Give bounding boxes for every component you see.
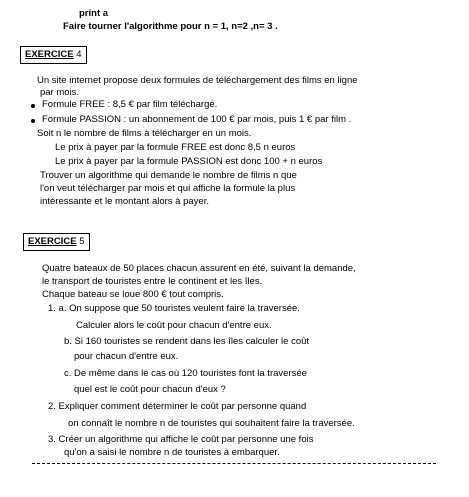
ex5-line: 3. Créer un algorithme qui affiche le coût par personne une fois [48, 434, 314, 445]
ex5-line: 1. a. On suppose que 50 touristes veulent faire la traversée. [48, 303, 300, 314]
ex5-line: c. De même dans le cas où 120 touristes font la traversée [64, 368, 307, 379]
ex4-line: l'on veut télécharger par mois et qui affiche la formule la plus [40, 183, 296, 194]
ex5-line: b. Si 160 touristes se rendent dans les îles calculer le coût [64, 336, 310, 347]
exercise-4-heading [20, 46, 87, 64]
ex4-line: Le prix à payer par la formule FREE est donc 8,5 n euros [55, 142, 296, 153]
bullet-icon [31, 119, 35, 123]
ex5-line: pour chacun d'entre eux. [74, 351, 179, 362]
ex4-line: Formule PASSION : un abonnement de 100 € par mois, puis 1 € par film . [42, 114, 352, 125]
ex4-line: Soit n le nombre de films à télécharger en un mois. [37, 128, 252, 139]
exercise-5-heading-number: 5 [76, 236, 85, 247]
ex5-line: on connaît le nombre n de touristes qui souhaitent faire la traversée. [68, 418, 355, 429]
exercise-4-heading-number: 4 [73, 49, 82, 60]
dashed-separator [32, 463, 436, 464]
ex5-line: Chaque bateau se loue 800 € tout compris. [42, 289, 224, 300]
exercise-5-heading [23, 233, 90, 251]
ex5-line: Calculer alors le coût pour chacun d'entre eux. [76, 320, 272, 331]
ex4-line: intéressante et le montant alors à payer. [40, 196, 209, 207]
code-line-print: print a [79, 8, 109, 19]
ex4-line: Trouver un algorithme qui demande le nombre de films n que [40, 170, 297, 181]
exercise-5-heading-word: EXERCICE [28, 236, 77, 247]
ex4-line: Un site internet propose deux formules de téléchargement des films en ligne [37, 75, 358, 86]
instruction-line: Faire tourner l'algorithme pour n = 1, n=2 ,n= 3 . [63, 21, 278, 32]
ex5-line: le transport de touristes entre le continent et les îles. [42, 276, 263, 287]
ex4-line: par mois. [40, 87, 80, 98]
exercise-4-heading-word: EXERCICE [25, 49, 74, 60]
ex5-line: quel est le coût pour chacun d'eux ? [74, 384, 226, 395]
ex4-line: Formule FREE : 8,5 € par film téléchargé. [42, 99, 218, 110]
ex4-line: Le prix à payer par la formule PASSION est donc 100 + n euros [55, 156, 323, 167]
ex5-line: 2. Expliquer comment déterminer le coût par personne quand [48, 401, 307, 412]
bullet-icon [31, 104, 35, 108]
ex5-line: qu'on a saisi le nombre n de touristes à embarquer. [64, 447, 280, 458]
ex5-line: Quatre bateaux de 50 places chacun assurent en été, suivant la demande, [42, 263, 356, 274]
